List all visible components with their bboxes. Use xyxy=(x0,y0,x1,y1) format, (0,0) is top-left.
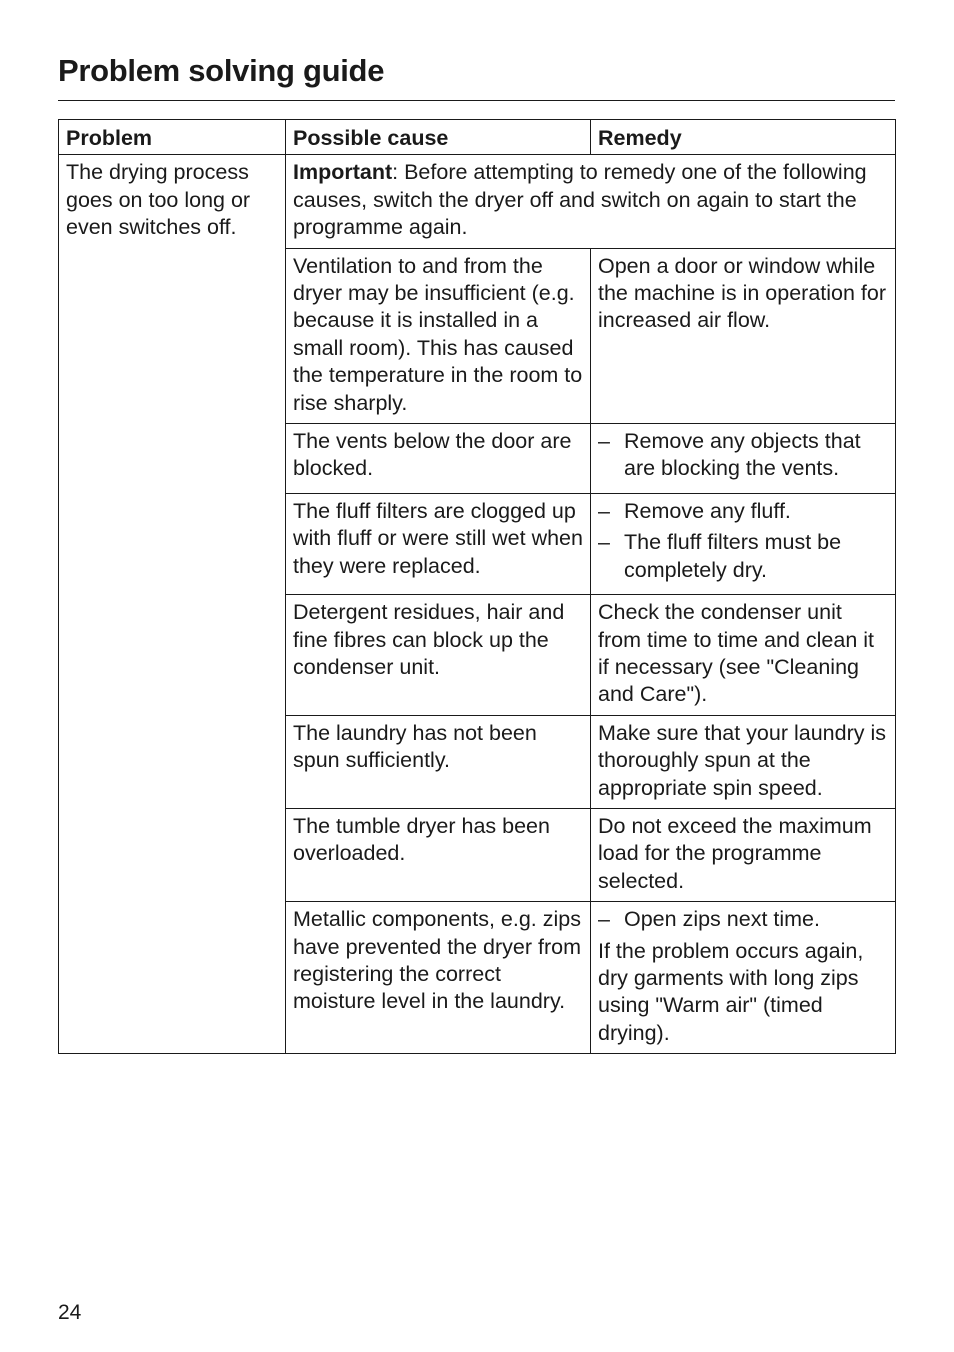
remedy-list xyxy=(598,906,889,933)
remedy-cell: Open a door or window while the machine is in operation for increased air flow. xyxy=(591,248,896,423)
cause-cell: The tumble dryer has been overloaded. xyxy=(286,808,591,901)
page-title: Problem solving guide xyxy=(58,53,385,88)
remedy-note: If the problem occurs again, dry garments with long zips using "Warm air" (timed drying). xyxy=(598,938,864,1045)
remedy-list-item: – Remove any objects that are blocking the vents. xyxy=(598,428,889,483)
remedy-list xyxy=(598,428,889,483)
remedy-list xyxy=(598,498,889,584)
remedy-list-item: – Remove any fluff. xyxy=(598,498,889,525)
remedy-cell: Check the condenser unit from time to time and clean it if necessary (see "Cleaning and Care"). xyxy=(591,595,896,716)
remedy-list-item: – The fluff filters must be completely dry. xyxy=(598,529,889,584)
remedy-cell xyxy=(591,902,896,1054)
table-header-row xyxy=(59,120,896,155)
remedy-list-item: – Open zips next time. xyxy=(598,906,889,933)
remedy-cell xyxy=(591,424,896,494)
header-remedy: Remedy xyxy=(591,120,896,155)
cause-cell: The vents below the door are blocked. xyxy=(286,424,591,494)
remedy-cell: Do not exceed the maximum load for the programme selected. xyxy=(591,808,896,901)
title-divider xyxy=(58,100,895,101)
cause-cell: Ventilation to and from the dryer may be insufficient (e.g. because it is installed in a small room). This has caused the temperature in the room to rise sharply. xyxy=(286,248,591,423)
page-number: 24 xyxy=(58,1301,82,1324)
problem-cell: The drying process goes on too long or even switches off. xyxy=(59,155,286,1054)
header-problem: Problem xyxy=(59,120,286,155)
problem-solving-table xyxy=(58,119,896,1054)
important-label: Important xyxy=(293,160,393,185)
remedy-cell xyxy=(591,493,896,594)
remedy-cell: Make sure that your laundry is thoroughly spun at the appropriate spin speed. xyxy=(591,715,896,808)
important-text: : Before attempting to remedy one of the following causes, switch the dryer off and switch on again to start the programme again. xyxy=(293,160,867,240)
important-note-cell xyxy=(286,155,896,248)
cause-cell: Detergent residues, hair and fine fibres can block up the condenser unit. xyxy=(286,595,591,716)
cause-cell: Metallic components, e.g. zips have prevented the dryer from registering the correct moisture level in the laundry. xyxy=(286,902,591,1054)
table-row xyxy=(59,155,896,248)
header-cause: Possible cause xyxy=(286,120,591,155)
cause-cell: The laundry has not been spun sufficiently. xyxy=(286,715,591,808)
cause-cell: The fluff filters are clogged up with fluff or were still wet when they were replaced. xyxy=(286,493,591,594)
